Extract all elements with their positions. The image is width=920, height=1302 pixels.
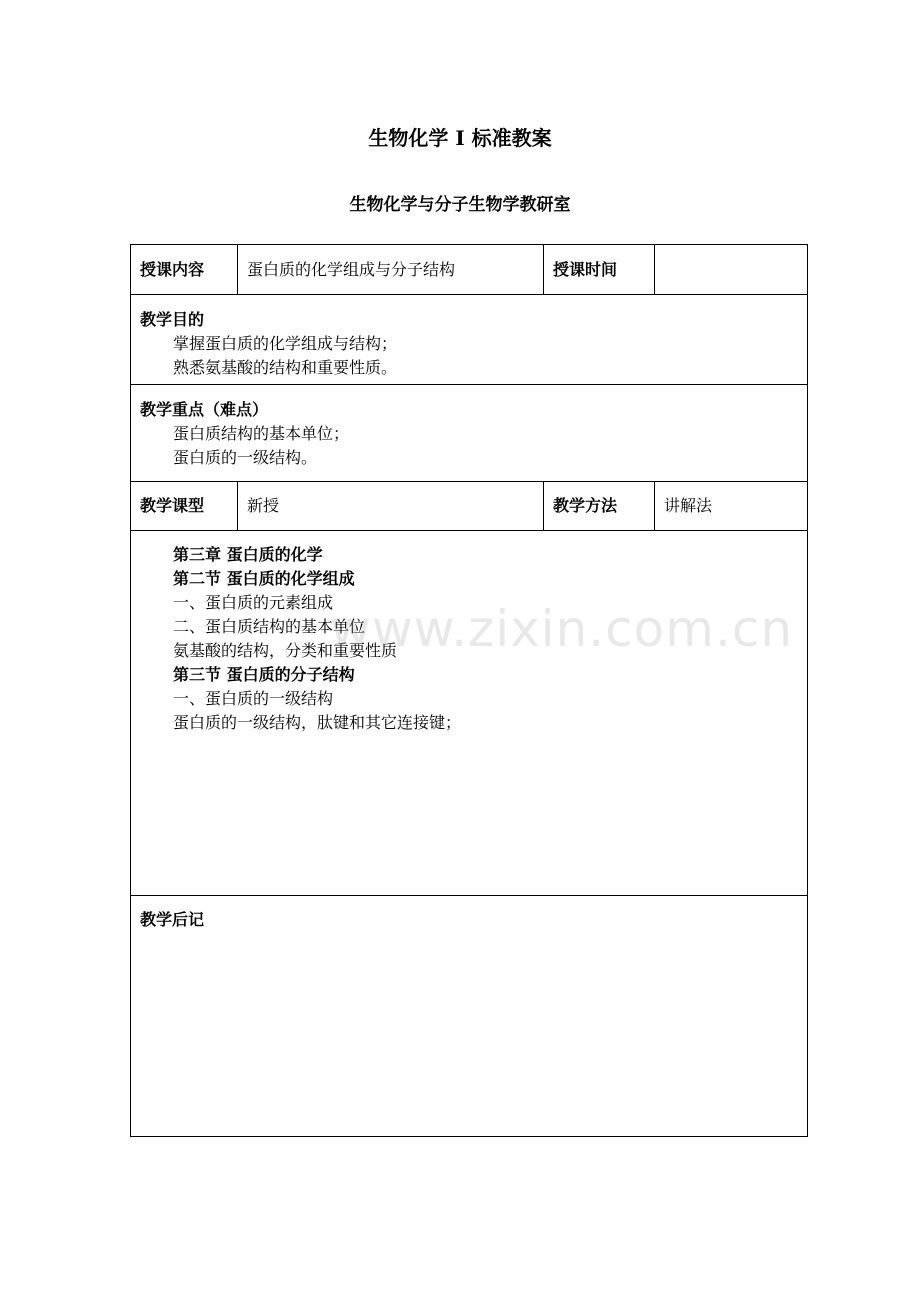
section-heading: 第三节 蛋白质的分子结构 [173, 665, 355, 684]
watermark: www.zixin.com.cn [330, 600, 794, 658]
method-value: 讲解法 [655, 482, 808, 531]
content-value: 蛋白质的化学组成与分子结构 [238, 245, 544, 295]
objective-item: 熟悉氨基酸的结构和重要性质。 [173, 358, 398, 377]
department-subtitle: 生物化学与分子生物学教研室 [349, 195, 571, 215]
row-content-time [131, 245, 808, 295]
row-objectives [131, 295, 808, 385]
objectives-label: 教学目的 [140, 310, 205, 329]
content-line: 二、蛋白质结构的基本单位 [173, 617, 366, 636]
postscript-label: 教学后记 [140, 910, 205, 929]
objective-item: 掌握蛋白质的化学组成与结构； [173, 334, 398, 353]
time-value [655, 245, 808, 295]
row-type-method [131, 482, 808, 531]
lesson-plan-table [130, 244, 808, 1137]
postscript-cell [131, 896, 808, 1137]
content-line: 一、蛋白质的元素组成 [173, 593, 334, 612]
method-label: 教学方法 [544, 482, 655, 531]
row-postscript [131, 896, 808, 1137]
type-value: 新授 [238, 482, 544, 531]
content-cell [131, 531, 808, 896]
row-key-points [131, 385, 808, 482]
time-label: 授课时间 [544, 245, 655, 295]
content-label: 授课内容 [131, 245, 238, 295]
key-points-cell [131, 385, 808, 482]
objectives-cell [131, 295, 808, 385]
content-line: 氨基酸的结构，分类和重要性质 [173, 641, 398, 660]
section-heading: 第二节 蛋白质的化学组成 [173, 569, 355, 588]
page-title: 生物化学 I 标准教案 [368, 126, 552, 150]
content-line: 蛋白质的一级结构，肽键和其它连接键； [173, 713, 462, 732]
key-points-label: 教学重点（难点） [140, 400, 269, 419]
type-label: 教学课型 [131, 482, 238, 531]
key-point-item: 蛋白质结构的基本单位； [173, 424, 350, 443]
row-content [131, 531, 808, 896]
content-line: 一、蛋白质的一级结构 [173, 689, 334, 708]
chapter-heading: 第三章 蛋白质的化学 [173, 545, 323, 564]
key-point-item: 蛋白质的一级结构。 [173, 448, 318, 467]
